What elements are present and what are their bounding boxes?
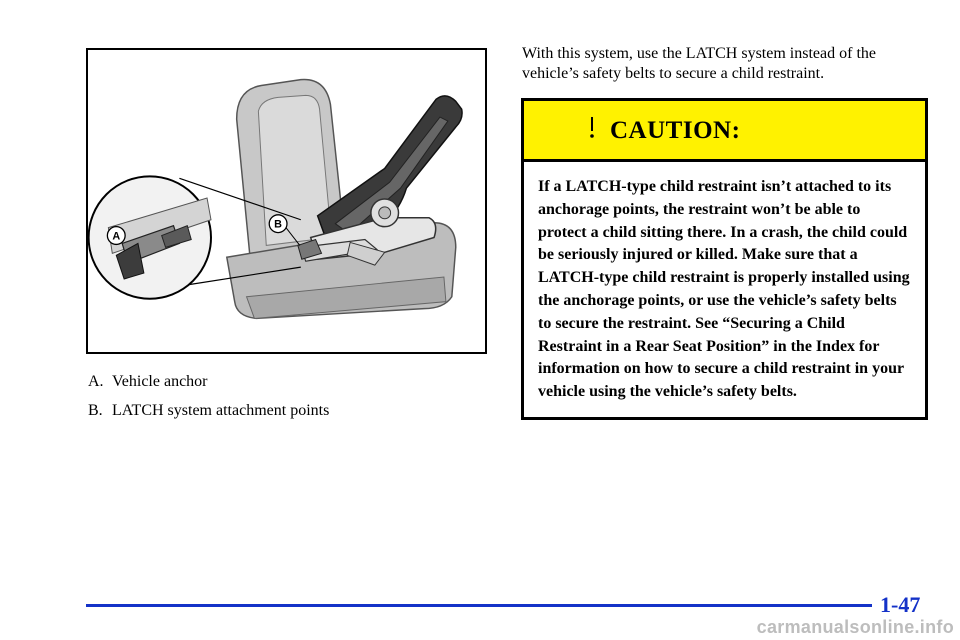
label-a: A <box>112 230 121 243</box>
intro-paragraph: With this system, use the LATCH system instead of the vehicle’s safety belts to secure a child restraint. <box>522 45 876 82</box>
caution-header <box>524 101 925 162</box>
page-number: 1-47 <box>880 592 921 617</box>
caption-b <box>88 401 329 421</box>
watermark: carmanualsonline.info <box>756 617 954 637</box>
warning-icon <box>580 115 604 139</box>
caption-a <box>88 372 208 392</box>
caution-title: CAUTION: <box>610 117 741 144</box>
child-seat-latch-illustration <box>86 48 487 354</box>
caption-a-text: Vehicle anchor <box>112 373 208 390</box>
caution-box <box>521 98 928 420</box>
caption-b-text: LATCH system attachment points <box>112 402 330 419</box>
label-b: B <box>274 218 283 231</box>
caution-body: If a LATCH-type child restraint isn’t attached to its anchorage points, the restraint won’t be able to protect a child sitting there. In a crash, the child could be seriously injured or killed. Make sure that a LATCH-type child restraint is properly installed using the anchorage points, or use the vehicle’s safety belts to secure the restraint. See “Securing a Child Restraint in a Rear Seat Position” in the Index for information on how to secure a child restraint in your vehicle using the vehicle’s safety belts. <box>538 178 910 401</box>
caption-a-letter: A. <box>88 373 104 390</box>
latch-illustration-svg <box>88 50 485 352</box>
footer-rule <box>86 604 872 607</box>
caption-b-letter: B. <box>88 402 103 419</box>
